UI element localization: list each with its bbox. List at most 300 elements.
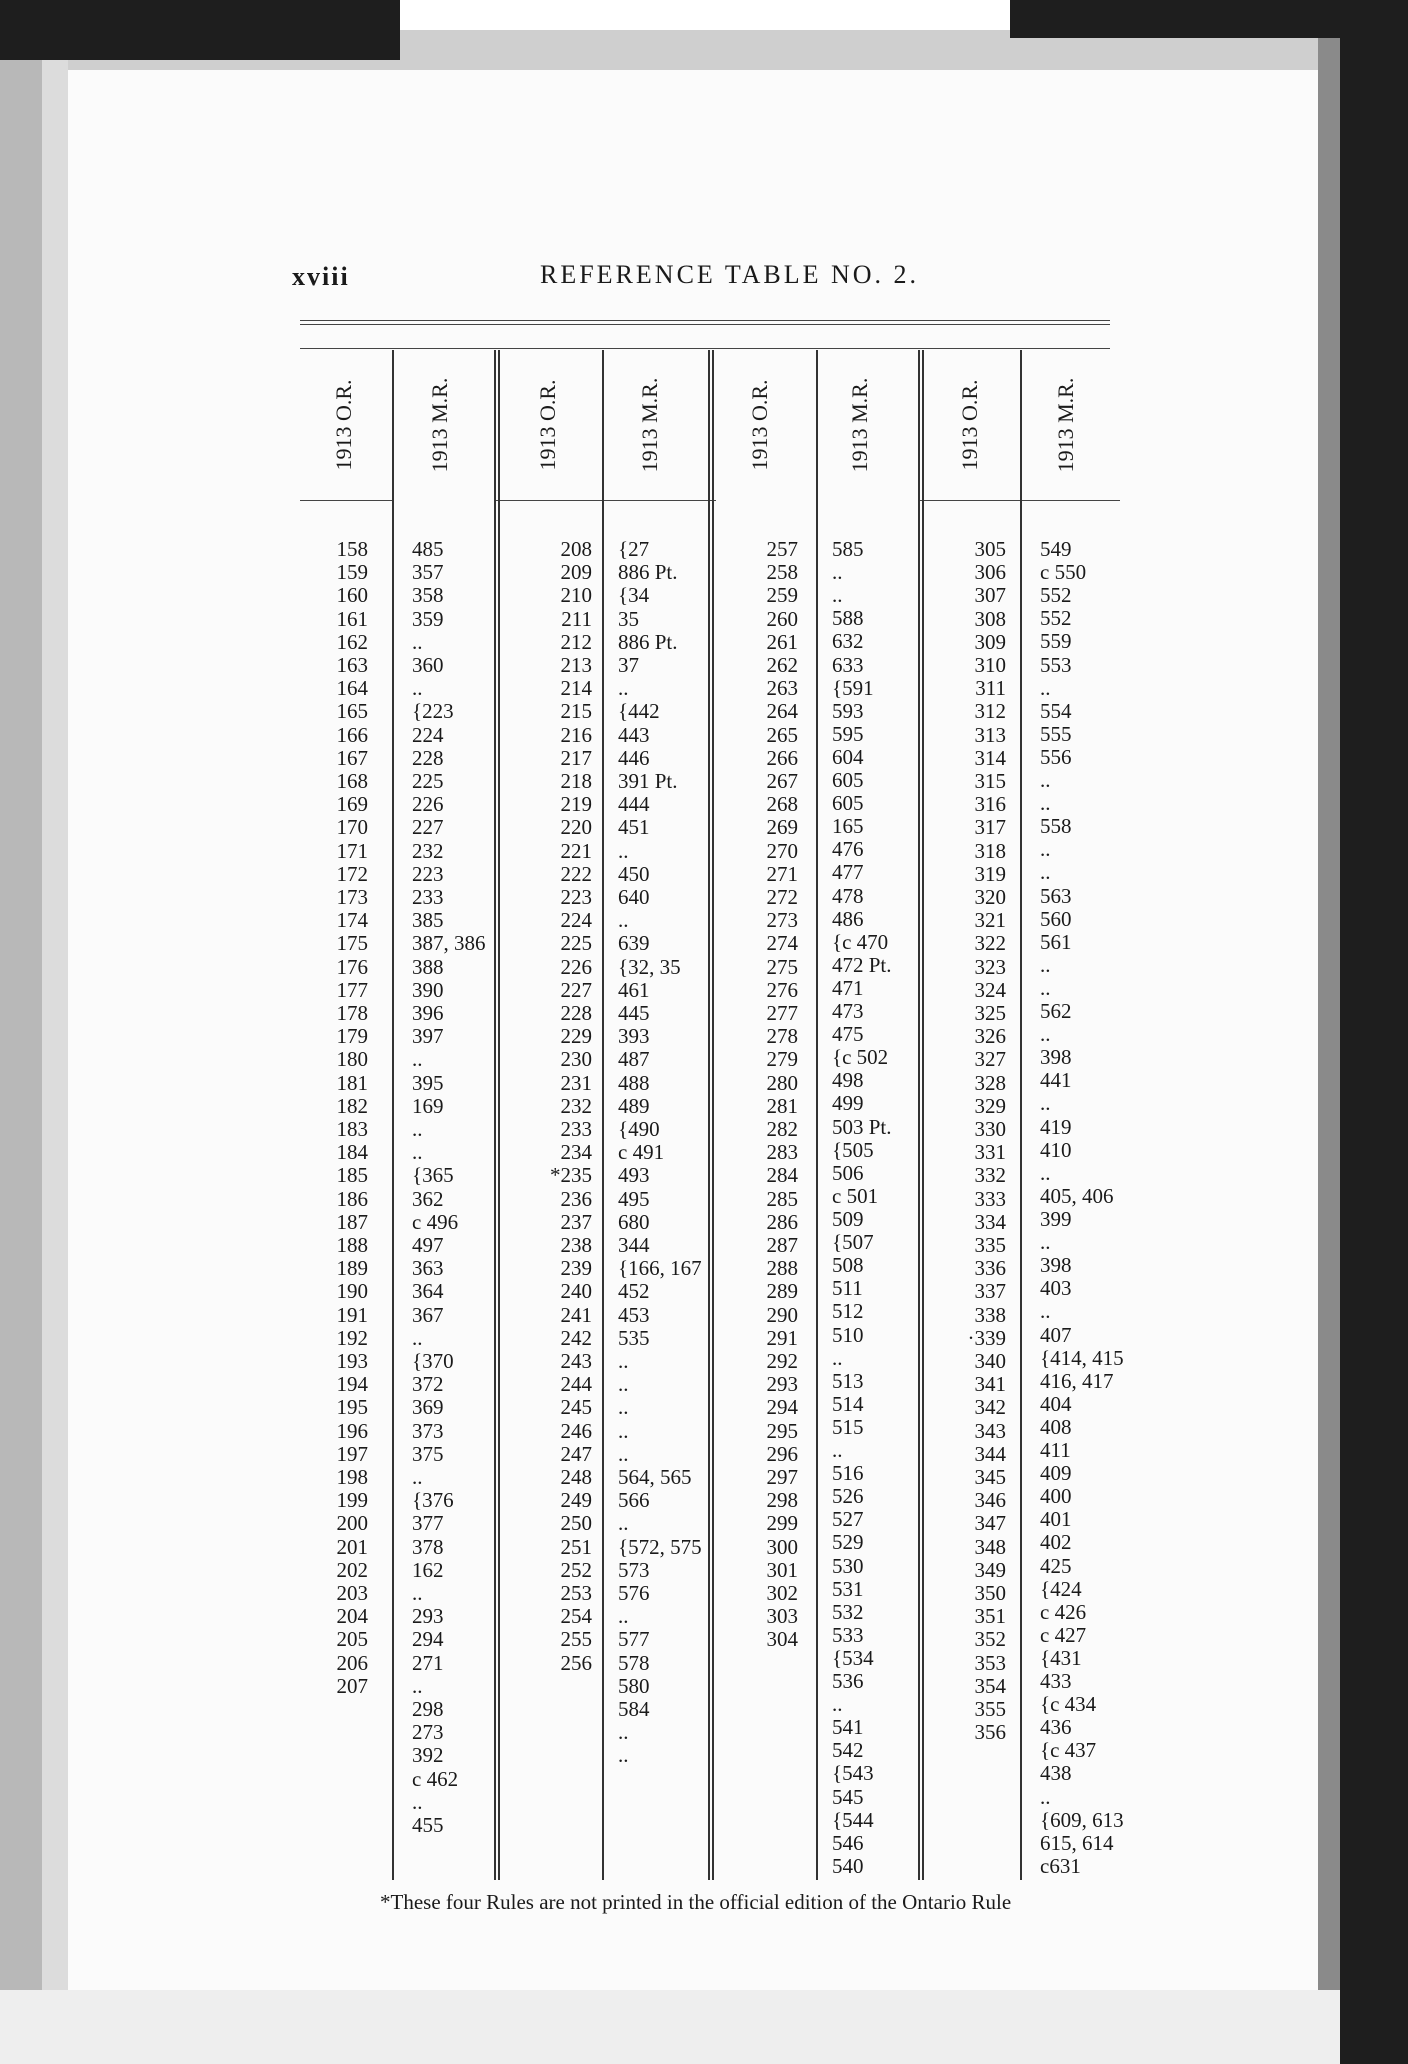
or3-cell: 285 bbox=[766, 1186, 798, 1211]
table-title: REFERENCE TABLE NO. 2. bbox=[540, 260, 920, 289]
or4-cell: 309 bbox=[974, 629, 1006, 654]
header-rule-1 bbox=[300, 500, 392, 501]
or3-cell: 258 bbox=[766, 560, 798, 585]
or1-cell: 190 bbox=[336, 1279, 368, 1304]
mr2-cell: {442 bbox=[618, 699, 660, 724]
col-header-2: 1913 M.R. bbox=[427, 377, 452, 473]
mr4-cell: c 550 bbox=[1040, 560, 1087, 585]
scan-border-right bbox=[1340, 38, 1408, 2064]
mr4-cell: {414, 415 bbox=[1040, 1345, 1124, 1370]
or3-cell: 278 bbox=[766, 1024, 798, 1049]
or2-cell: *235 bbox=[550, 1163, 592, 1188]
mr1-cell: 377 bbox=[412, 1511, 444, 1536]
mr4-cell: .. bbox=[1040, 1299, 1051, 1324]
mr4-cell: {424 bbox=[1040, 1576, 1082, 1601]
or2-cell: 229 bbox=[560, 1024, 592, 1049]
or4-cell: 334 bbox=[974, 1209, 1006, 1234]
mr4-cell: .. bbox=[1040, 952, 1051, 977]
mr4-cell: {c 434 bbox=[1040, 1692, 1097, 1717]
or4-cell: 306 bbox=[974, 560, 1006, 585]
or2-cell: 251 bbox=[560, 1534, 592, 1559]
mr4-cell: 559 bbox=[1040, 629, 1072, 654]
mr4-cell: 401 bbox=[1040, 1507, 1072, 1532]
mr3-cell: 486 bbox=[832, 906, 864, 931]
or4-cell: 323 bbox=[974, 954, 1006, 979]
or1-cell: 199 bbox=[336, 1488, 368, 1513]
or4-cell: 341 bbox=[974, 1372, 1006, 1397]
or1-cell: 186 bbox=[336, 1186, 368, 1211]
or2-cell: 256 bbox=[560, 1650, 592, 1675]
or4-cell: 342 bbox=[974, 1395, 1006, 1420]
mr4-cell: 407 bbox=[1040, 1322, 1072, 1347]
or1-cell: 196 bbox=[336, 1418, 368, 1443]
mr2-cell: 640 bbox=[618, 885, 650, 909]
mr3-cell: 532 bbox=[832, 1599, 864, 1624]
or3-cell: 282 bbox=[766, 1117, 798, 1141]
or2-cell: 249 bbox=[560, 1488, 592, 1513]
mr3-cell: .. bbox=[832, 1438, 843, 1463]
or3-cell: 262 bbox=[766, 653, 798, 677]
or3-cell: 277 bbox=[766, 1001, 798, 1025]
or2-cell: 208 bbox=[560, 537, 592, 561]
or1-cell: 158 bbox=[336, 537, 368, 561]
mr1-cell: 397 bbox=[412, 1024, 444, 1049]
mr1-cell: .. bbox=[412, 1581, 423, 1605]
or1-cell: 185 bbox=[336, 1163, 368, 1188]
or2-cell: 226 bbox=[560, 954, 592, 979]
header-rule-2 bbox=[496, 500, 716, 501]
or2-cell: 255 bbox=[560, 1627, 592, 1652]
mr2-cell: .. bbox=[618, 908, 629, 933]
mr3-cell: 530 bbox=[832, 1553, 864, 1578]
mr3-cell: 515 bbox=[832, 1414, 864, 1439]
mr3-cell: 498 bbox=[832, 1068, 864, 1093]
or1-cell: 179 bbox=[336, 1024, 368, 1049]
or2-cell: 219 bbox=[560, 792, 592, 817]
or3-cell: 304 bbox=[766, 1627, 798, 1652]
top-rule-2 bbox=[300, 324, 1110, 325]
mr1-cell: 359 bbox=[412, 606, 444, 631]
mr1-cell: 232 bbox=[412, 838, 444, 863]
or4-cell: 332 bbox=[974, 1163, 1006, 1188]
mr1-cell: 225 bbox=[412, 769, 444, 793]
mr3-cell: 475 bbox=[832, 1022, 864, 1047]
or3-cell: 287 bbox=[766, 1233, 798, 1257]
or3-cell: 293 bbox=[766, 1372, 798, 1397]
mr1-cell: 378 bbox=[412, 1534, 444, 1559]
or4-cell: 355 bbox=[974, 1697, 1006, 1721]
mr3-cell: 478 bbox=[832, 883, 864, 908]
or4-cell: 353 bbox=[974, 1650, 1006, 1675]
scan-border-left-inner bbox=[42, 60, 68, 2064]
mr2-cell: 393 bbox=[618, 1024, 650, 1049]
mr2-cell: 564, 565 bbox=[618, 1465, 692, 1489]
or2-cell: 244 bbox=[560, 1372, 592, 1397]
mr2-cell: 495 bbox=[618, 1186, 650, 1211]
mr1-cell: 372 bbox=[412, 1372, 444, 1397]
or4-cell: 320 bbox=[974, 885, 1006, 909]
mr2-cell: 576 bbox=[618, 1581, 650, 1605]
or1-cell: 172 bbox=[336, 861, 368, 886]
or2-cell: 222 bbox=[560, 861, 592, 886]
mr3-cell: .. bbox=[832, 1692, 843, 1717]
mr1-cell: .. bbox=[412, 1465, 423, 1489]
mr4-cell: c631 bbox=[1040, 1853, 1081, 1878]
mr3-cell: {591 bbox=[832, 675, 874, 700]
mr3-cell: 536 bbox=[832, 1669, 864, 1694]
mr4-cell: 441 bbox=[1040, 1068, 1072, 1093]
mr2-cell: 886 Pt. bbox=[618, 560, 678, 585]
or4-cell: 356 bbox=[974, 1720, 1006, 1745]
or1-cell: 178 bbox=[336, 1001, 368, 1025]
or1-cell: 159 bbox=[336, 560, 368, 585]
or4-cell: 352 bbox=[974, 1627, 1006, 1652]
mr3-cell: {544 bbox=[832, 1807, 874, 1832]
or2-cell: 216 bbox=[560, 722, 592, 747]
or2-cell: 211 bbox=[561, 606, 592, 631]
or3-cell: 273 bbox=[766, 908, 798, 933]
or4-cell: 324 bbox=[974, 977, 1006, 1002]
mr3-cell: {543 bbox=[832, 1761, 874, 1786]
mr2-cell: .. bbox=[618, 1441, 629, 1466]
or1-cell: 205 bbox=[336, 1627, 368, 1652]
mr4-cell: 405, 406 bbox=[1040, 1183, 1114, 1208]
mr4-cell: .. bbox=[1040, 768, 1051, 793]
mr4-cell: 552 bbox=[1040, 583, 1072, 608]
or3-cell: 289 bbox=[766, 1279, 798, 1304]
mr3-cell: 605 bbox=[832, 768, 864, 793]
mr3-cell: 531 bbox=[832, 1576, 864, 1601]
mr4-cell: 561 bbox=[1040, 929, 1072, 954]
mr3-cell: 509 bbox=[832, 1207, 864, 1231]
or4-cell: 344 bbox=[974, 1441, 1006, 1466]
mr1-cell: 364 bbox=[412, 1279, 444, 1304]
mr4-cell: 408 bbox=[1040, 1414, 1072, 1439]
mr3-cell: 512 bbox=[832, 1299, 864, 1324]
col-divider-4b bbox=[712, 350, 714, 1880]
or1-cell: 194 bbox=[336, 1372, 368, 1397]
mr1-cell: 228 bbox=[412, 745, 444, 770]
mr3-cell: 605 bbox=[832, 791, 864, 816]
or1-cell: 168 bbox=[336, 769, 368, 793]
mr2-cell: 344 bbox=[618, 1233, 650, 1257]
or1-cell: 164 bbox=[336, 676, 368, 701]
or2-cell: 225 bbox=[560, 931, 592, 956]
mr1-cell: 392 bbox=[412, 1743, 444, 1768]
mr3-cell: 516 bbox=[832, 1461, 864, 1486]
mr4-cell: c 426 bbox=[1040, 1599, 1087, 1624]
or1-cell: 173 bbox=[336, 885, 368, 909]
mr2-cell: 452 bbox=[618, 1279, 650, 1304]
col-header-5: 1913 O.R. bbox=[747, 379, 772, 471]
mr2-cell: .. bbox=[618, 1743, 629, 1768]
or2-cell: 223 bbox=[560, 885, 592, 909]
mr1-cell: .. bbox=[412, 1117, 423, 1141]
mr1-cell: .. bbox=[412, 1325, 423, 1350]
mr4-cell: 556 bbox=[1040, 744, 1072, 769]
or2-cell: 213 bbox=[560, 653, 592, 677]
mr2-cell: 535 bbox=[618, 1325, 650, 1350]
col-divider-5 bbox=[816, 350, 818, 1880]
mr4-cell: .. bbox=[1040, 1784, 1051, 1809]
mr4-cell: {c 437 bbox=[1040, 1738, 1097, 1763]
mr1-cell: 223 bbox=[412, 861, 444, 886]
top-rule-3 bbox=[300, 348, 1110, 349]
or4-cell: 351 bbox=[974, 1604, 1006, 1629]
mr2-cell: .. bbox=[618, 676, 629, 701]
mr4-cell: 425 bbox=[1040, 1553, 1072, 1578]
or1-cell: 191 bbox=[336, 1302, 368, 1327]
or4-cell: 316 bbox=[974, 792, 1006, 817]
or3-cell: 275 bbox=[766, 954, 798, 979]
mr2-cell: .. bbox=[618, 1372, 629, 1397]
or2-cell: 241 bbox=[560, 1302, 592, 1327]
or3-cell: 296 bbox=[766, 1441, 798, 1466]
or1-cell: 182 bbox=[336, 1093, 368, 1118]
or4-cell: 343 bbox=[974, 1418, 1006, 1443]
or1-cell: 170 bbox=[336, 815, 368, 840]
mr1-cell: 375 bbox=[412, 1441, 444, 1466]
mr3-cell: 165 bbox=[832, 814, 864, 839]
mr2-cell: 566 bbox=[618, 1488, 650, 1513]
or1-cell: 174 bbox=[336, 908, 368, 933]
mr4-cell: 404 bbox=[1040, 1391, 1072, 1416]
mr1-cell: 390 bbox=[412, 977, 444, 1002]
top-rule bbox=[300, 320, 1110, 321]
col-divider-6 bbox=[918, 350, 920, 1880]
mr1-cell: 357 bbox=[412, 560, 444, 585]
mr1-cell: 369 bbox=[412, 1395, 444, 1420]
mr4-cell: 433 bbox=[1040, 1669, 1072, 1694]
mr3-cell: {c 502 bbox=[832, 1045, 889, 1070]
mr3-cell: 476 bbox=[832, 837, 864, 862]
or3-cell: 257 bbox=[766, 537, 798, 561]
mr3-cell: 511 bbox=[832, 1276, 863, 1301]
or4-cell: 327 bbox=[974, 1047, 1006, 1072]
mr3-cell: 540 bbox=[832, 1853, 864, 1878]
or2-cell: 209 bbox=[560, 560, 592, 585]
mr3-cell: 508 bbox=[832, 1253, 864, 1278]
mr4-cell: 398 bbox=[1040, 1253, 1072, 1278]
mr3-cell: .. bbox=[832, 1345, 843, 1370]
mr1-cell: .. bbox=[412, 676, 423, 701]
or1-cell: 163 bbox=[336, 653, 368, 677]
mr4-cell: 403 bbox=[1040, 1276, 1072, 1301]
or3-cell: 276 bbox=[766, 977, 798, 1002]
or3-cell: 294 bbox=[766, 1395, 798, 1420]
scan-border-top-mid bbox=[400, 0, 1010, 30]
col-divider-2b bbox=[498, 350, 500, 1880]
or1-cell: 162 bbox=[336, 629, 368, 654]
scan-border-right-inner bbox=[1318, 38, 1340, 2064]
mr4-cell: .. bbox=[1040, 1091, 1051, 1116]
or3-cell: 292 bbox=[766, 1349, 798, 1373]
col-header-7: 1913 O.R. bbox=[957, 379, 982, 471]
col-divider-2 bbox=[494, 350, 496, 1880]
mr1-cell: 358 bbox=[412, 583, 444, 608]
mr1-cell: 224 bbox=[412, 722, 444, 747]
scan-border-top-left bbox=[0, 0, 400, 60]
mr2-cell: .. bbox=[618, 1511, 629, 1536]
or1-cell: 189 bbox=[336, 1256, 368, 1281]
or2-cell: 228 bbox=[560, 1001, 592, 1025]
mr4-cell: 409 bbox=[1040, 1461, 1072, 1486]
or4-cell: 337 bbox=[974, 1279, 1006, 1304]
or4-cell: 328 bbox=[974, 1070, 1006, 1095]
mr1-cell: c 496 bbox=[412, 1209, 459, 1234]
mr1-cell: .. bbox=[412, 629, 423, 654]
or2-cell: 239 bbox=[560, 1256, 592, 1281]
or3-cell: 284 bbox=[766, 1163, 798, 1188]
mr2-cell: 444 bbox=[618, 792, 650, 817]
mr4-cell: 399 bbox=[1040, 1207, 1072, 1231]
or1-cell: 169 bbox=[336, 792, 368, 817]
or4-cell: 340 bbox=[974, 1349, 1006, 1373]
mr1-cell: 387, 386 bbox=[412, 931, 486, 956]
or4-cell: ·339 bbox=[967, 1325, 1006, 1350]
or4-cell: 354 bbox=[974, 1673, 1006, 1698]
mr2-cell: {27 bbox=[618, 537, 650, 561]
mr1-cell: 293 bbox=[412, 1604, 444, 1629]
mr3-cell: 545 bbox=[832, 1784, 864, 1809]
mr2-cell: .. bbox=[618, 1604, 629, 1629]
or3-cell: 288 bbox=[766, 1256, 798, 1281]
mr3-cell: 506 bbox=[832, 1160, 864, 1185]
mr3-cell: 595 bbox=[832, 721, 864, 746]
or1-cell: 197 bbox=[336, 1441, 368, 1466]
mr2-cell: {490 bbox=[618, 1117, 660, 1141]
or2-cell: 218 bbox=[560, 769, 592, 793]
or2-cell: 233 bbox=[560, 1117, 592, 1141]
or1-cell: 177 bbox=[336, 977, 368, 1002]
or3-cell: 302 bbox=[766, 1581, 798, 1605]
mr1-cell: 497 bbox=[412, 1233, 444, 1257]
mr1-cell: 395 bbox=[412, 1070, 444, 1095]
mr1-cell: 485 bbox=[412, 537, 444, 561]
or2-cell: 248 bbox=[560, 1465, 592, 1489]
mr2-cell: {32, 35 bbox=[618, 954, 681, 979]
col-divider-1 bbox=[392, 350, 394, 1880]
or1-cell: 160 bbox=[336, 583, 368, 608]
or1-cell: 202 bbox=[336, 1557, 368, 1582]
or4-cell: 335 bbox=[974, 1233, 1006, 1257]
or3-cell: 290 bbox=[766, 1302, 798, 1327]
mr4-cell: .. bbox=[1040, 791, 1051, 816]
or3-cell: 301 bbox=[766, 1557, 798, 1582]
mr2-cell: 639 bbox=[618, 931, 650, 956]
mr2-cell: 578 bbox=[618, 1650, 650, 1675]
or2-cell: 215 bbox=[560, 699, 592, 724]
or3-cell: 295 bbox=[766, 1418, 798, 1443]
or4-cell: 326 bbox=[974, 1024, 1006, 1049]
mr3-cell: 473 bbox=[832, 999, 864, 1024]
or4-cell: 325 bbox=[974, 1001, 1006, 1025]
mr4-cell: 411 bbox=[1040, 1438, 1071, 1463]
or4-cell: 308 bbox=[974, 606, 1006, 631]
or1-cell: 181 bbox=[336, 1070, 368, 1095]
mr3-cell: {507 bbox=[832, 1230, 874, 1255]
mr1-cell: .. bbox=[412, 1047, 423, 1072]
mr3-cell: 526 bbox=[832, 1484, 864, 1509]
mr1-cell: 162 bbox=[412, 1557, 444, 1582]
mr1-cell: 360 bbox=[412, 653, 444, 677]
mr3-cell: 513 bbox=[832, 1368, 864, 1393]
mr2-cell: 453 bbox=[618, 1302, 650, 1327]
or1-cell: 167 bbox=[336, 745, 368, 770]
or3-cell: 286 bbox=[766, 1209, 798, 1234]
mr2-cell: 493 bbox=[618, 1163, 650, 1188]
mr1-cell: 388 bbox=[412, 954, 444, 979]
or1-cell: 176 bbox=[336, 954, 368, 979]
or1-cell: 201 bbox=[336, 1534, 368, 1559]
mr4-cell: .. bbox=[1040, 860, 1051, 885]
or3-cell: 283 bbox=[766, 1140, 798, 1165]
mr4-cell: {431 bbox=[1040, 1645, 1082, 1670]
or2-cell: 214 bbox=[560, 676, 592, 701]
or2-cell: 227 bbox=[560, 977, 592, 1002]
or2-cell: 245 bbox=[560, 1395, 592, 1420]
mr4-cell: c 427 bbox=[1040, 1622, 1087, 1647]
or2-cell: 254 bbox=[560, 1604, 592, 1629]
mr3-cell: 533 bbox=[832, 1622, 864, 1647]
mr4-cell: .. bbox=[1040, 675, 1051, 700]
or1-cell: 198 bbox=[336, 1465, 368, 1489]
mr2-cell: .. bbox=[618, 1395, 629, 1420]
mr1-cell: 373 bbox=[412, 1418, 444, 1443]
or3-cell: 264 bbox=[766, 699, 798, 724]
or3-cell: 281 bbox=[766, 1093, 798, 1118]
mr3-cell: 604 bbox=[832, 744, 864, 769]
mr4-cell: {609, 613 bbox=[1040, 1807, 1124, 1832]
or2-cell: 250 bbox=[560, 1511, 592, 1536]
or3-cell: 300 bbox=[766, 1534, 798, 1559]
or2-cell: 242 bbox=[560, 1325, 592, 1350]
or1-cell: 206 bbox=[336, 1650, 368, 1675]
mr3-cell: 499 bbox=[832, 1091, 864, 1116]
mr1-cell: 455 bbox=[412, 1813, 444, 1837]
mr2-cell: 886 Pt. bbox=[618, 629, 678, 654]
mr3-cell: 593 bbox=[832, 698, 864, 723]
mr1-cell: .. bbox=[412, 1789, 423, 1814]
or1-cell: 187 bbox=[336, 1209, 368, 1234]
mr2-cell: 35 bbox=[618, 606, 639, 631]
or1-cell: 166 bbox=[336, 722, 368, 747]
or4-cell: 311 bbox=[975, 676, 1006, 701]
mr1-cell: 363 bbox=[412, 1256, 444, 1281]
or3-cell: 265 bbox=[766, 722, 798, 747]
or2-cell: 246 bbox=[560, 1418, 592, 1443]
or3-cell: 291 bbox=[766, 1325, 798, 1350]
mr1-cell: 385 bbox=[412, 908, 444, 933]
mr2-cell: 488 bbox=[618, 1070, 650, 1095]
mr1-cell: c 462 bbox=[412, 1766, 459, 1791]
mr3-cell: {534 bbox=[832, 1645, 874, 1670]
col-divider-4 bbox=[708, 350, 710, 1880]
or1-cell: 180 bbox=[336, 1047, 368, 1072]
or2-cell: 231 bbox=[560, 1070, 592, 1095]
or1-cell: 165 bbox=[336, 699, 368, 724]
or3-cell: 260 bbox=[766, 606, 798, 631]
mr3-cell: 585 bbox=[832, 537, 864, 561]
mr2-cell: 450 bbox=[618, 861, 650, 886]
or2-cell: 252 bbox=[560, 1557, 592, 1582]
mr1-cell: 362 bbox=[412, 1186, 444, 1211]
or2-cell: 237 bbox=[560, 1209, 592, 1234]
mr3-cell: .. bbox=[832, 583, 843, 608]
mr3-cell: 541 bbox=[832, 1715, 864, 1740]
or2-cell: 220 bbox=[560, 815, 592, 840]
mr3-cell: .. bbox=[832, 560, 843, 585]
